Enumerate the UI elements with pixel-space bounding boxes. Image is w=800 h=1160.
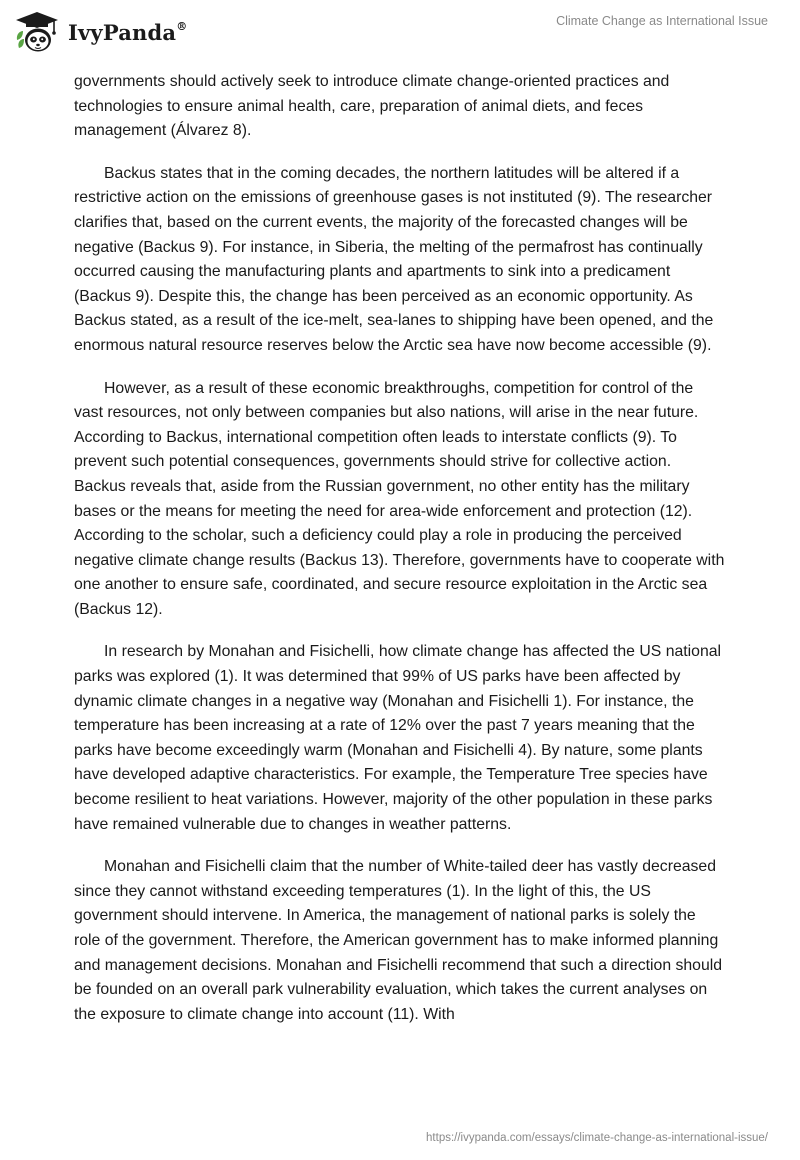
logo-wordmark — [68, 20, 187, 45]
paragraph-continued: governments should actively seek to introduce climate change-oriented practices and technologies to ensure animal health, care, preparation of animal diets, and feces management (Álvarez 8). — [74, 73, 670, 140]
paragraph: Monahan and Fisichelli claim that the number of White-tailed deer has vastly decreased since they cannot withstand exceeding temperatures (1). In the light of this, the US government should intervene. In America, the management of national parks is solely the role of the government. Therefore, the American government has to make informed planning and management decisions. Monahan and Fisichelli recommend that such a direction should be founded on an overall park vulnerability evaluation, which takes the current analyses on the exposure to climate change into account (11). With — [74, 858, 723, 1023]
ivypanda-logo[interactable] — [14, 8, 187, 56]
essay-body — [74, 70, 726, 1120]
logo-name: IvyPanda — [68, 19, 177, 45]
source-url[interactable]: https://ivypanda.com/essays/climate-change-as-international-issue/ — [426, 1132, 768, 1144]
paragraph: In research by Monahan and Fisichelli, how climate change has affected the US national parks was explored (1). It was determined that 99% of US parks have been affected by dynamic climate changes in a negative way (Monahan and Fisichelli 1). For instance, the temperature has been increasing at a rate of 12% over the past 7 years meaning that the parks have become exceedingly warm (Monahan and Fisichelli 4). By nature, some plants have developed adaptive characteristics. For example, the Temperature Tree species have become resilient to heat variations. However, majority of the other population in these parks have remained vulnerable due to changes in weather patterns. — [74, 643, 722, 833]
registered-mark: ® — [176, 19, 188, 33]
running-title: Climate Change as International Issue — [556, 14, 768, 28]
paragraph: However, as a result of these economic breakthroughs, competition for control of the vast resources, not only between companies but also nations, will arise in the near future. According to Backus, international competition often leads to interstate conflicts (9). To prevent such potential consequences, governments should strive for collective action. Backus reveals that, aside from the Russian government, no other entity has the military bases or the means for meeting the need for area-wide enforcement and protection (12). According to the scholar, such a deficiency could play a role in producing the perceived negative climate change results (Backus 13). Therefore, governments have to cooperate with one another to ensure safe, coordinated, and secure resource exploitation in the Arctic sea (Backus 12). — [74, 379, 725, 618]
paragraph: Backus states that in the coming decades, the northern latitudes will be altered if a restrictive action on the emissions of greenhouse gases is not instituted (9). The researcher clarifies that, based on the current events, the majority of the forecasted changes will be negative (Backus 9). For instance, in Siberia, the melting of the permafrost has continually occurred causing the manufacturing plants and apartments to sink into a predicament (Backus 9). Despite this, the change has been perceived as an economic opportunity. As Backus stated, as a result of the ice-melt, sea-lanes to shipping have been opened, and the enormous natural resource reserves below the Arctic sea have now become accessible (9). — [74, 164, 714, 354]
panda-graduate-icon — [14, 10, 60, 54]
page-header — [0, 0, 800, 64]
